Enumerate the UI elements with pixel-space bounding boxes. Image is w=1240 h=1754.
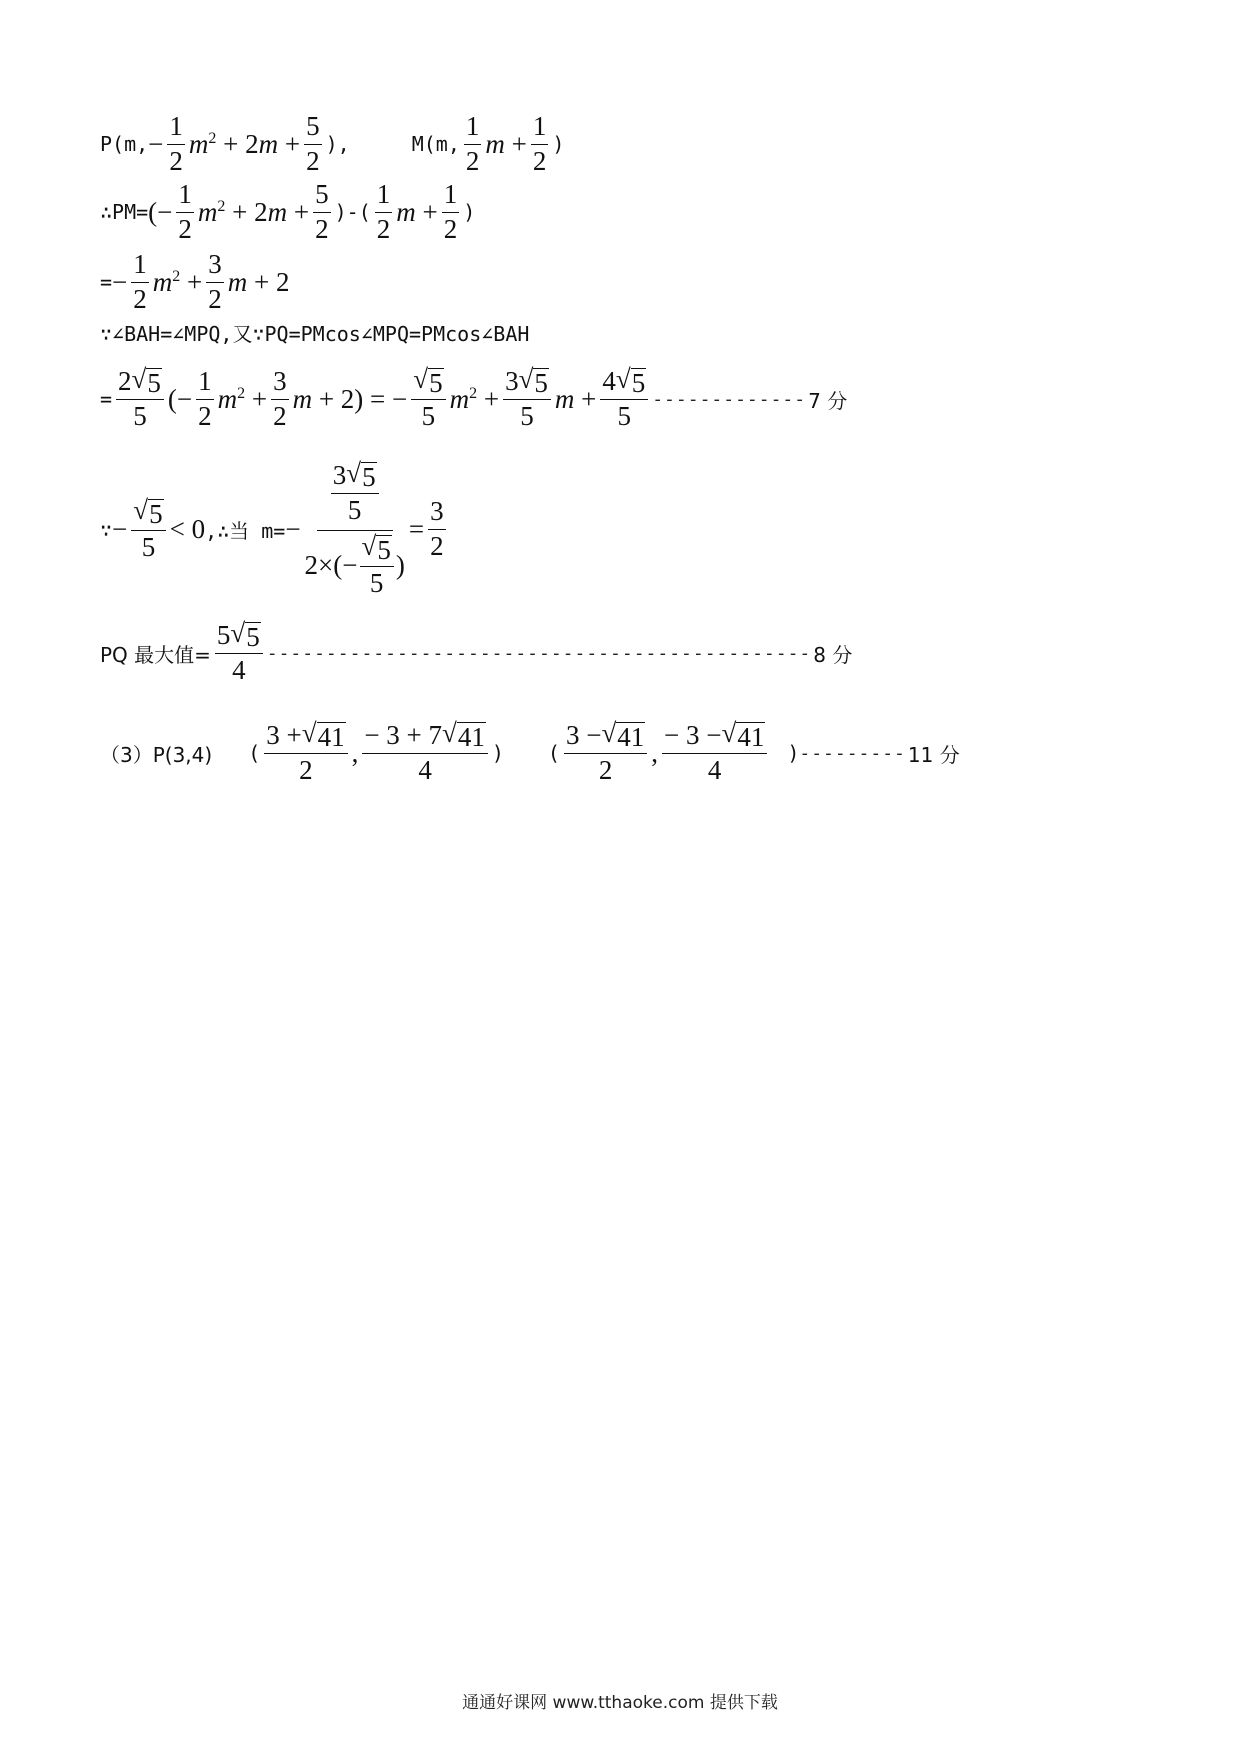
point-m-label: M(m, xyxy=(411,132,460,157)
fraction: √ 5 5 xyxy=(131,497,165,563)
fraction: 4 √ 5 5 xyxy=(600,366,648,432)
equation-line-3: = − $\frac{1}{2}$ $m^2$ + $\frac{3}{2}$ m + 2 xyxy=(100,249,290,314)
fraction: $\frac{3}{2}$ xyxy=(208,249,222,314)
fraction: 3 − √ 41 2 xyxy=(564,720,647,786)
fraction: $\frac{1}{2}$ xyxy=(178,179,192,244)
fraction: $\frac{1}{2}$ xyxy=(465,111,480,176)
dash-leader: ------------- xyxy=(652,388,807,410)
fraction: − 3 − √ 41 4 xyxy=(662,720,767,786)
fraction: 3 √ 5 5 xyxy=(503,366,551,432)
angle-relation-text: ∵∠BAH=∠MPQ,又∵PQ=PMcos∠MPQ=PMcos∠BAH xyxy=(100,322,530,346)
equation-line-8: （3）P(3,4) ( 3 + √ 41 2 , − 3 + 7 √ 41 4 ) ( 3 − √ 41 2 , − 3 − √ 41 4 ) --------- 11 分 xyxy=(100,718,960,786)
pq-max-label: PQ 最大值= xyxy=(100,642,211,667)
fraction: $\frac{5}{2}$ xyxy=(315,179,329,244)
page-footer: 通通好课网 www.tthaoke.com 提供下载 xyxy=(462,1693,778,1713)
equation-line-1: P(m, − $\frac{1}{2}$ $m^2$ + 2 m + $\frac{5}{2}$ ), M(m, $\frac{1}{2}$ m + $\frac{1}{2}$ ) xyxy=(100,111,565,176)
equation-line-2: ∴PM= (− $\frac{1}{2}$ $m^2$ + 2 m + $\frac{5}{2}$ )-( $\frac{1}{2}$ m + $\frac{1}{2}$ ) xyxy=(100,179,476,244)
fraction: √ 5 5 xyxy=(411,366,445,432)
fraction: 3 + √ 41 2 xyxy=(264,720,347,786)
dash-leader: --------- xyxy=(799,742,906,764)
fraction: $\frac{1}{2}$ xyxy=(169,111,183,176)
score-label: 8 分 xyxy=(813,642,853,667)
fraction: $\frac{3}{2}$ xyxy=(430,496,444,562)
dash-leader: ---------------------------------------------- xyxy=(266,642,812,664)
fraction: 5 √ 5 4 xyxy=(215,620,263,686)
fraction: $\frac{3}{2}$ xyxy=(273,365,287,431)
part3-label: （3）P(3,4) xyxy=(100,742,213,767)
fraction: $\frac{1}{2}$ xyxy=(443,179,458,244)
equation-line-5: = 2 √ 5 5 (− $\frac{1}{2}$ $m^2$ + $\frac{3}{2}$ m + 2) = − √ 5 5 $m^2$ + 3 √ 5 5 m + 4 √ 5 5 ------------- 7 分 xyxy=(100,364,848,432)
when-label: ,∴当 m= xyxy=(205,519,286,544)
fraction: $\frac{1}{2}$ xyxy=(376,179,391,244)
fraction: $\frac{1}{2}$ xyxy=(198,365,212,431)
compound-fraction: 3 √ 5 5 2×(− √ 5 5 ) xyxy=(304,458,405,599)
fraction: $\frac{1}{2}$ xyxy=(532,111,547,176)
fraction: $\frac{1}{2}$ xyxy=(133,249,147,314)
math: − xyxy=(148,128,164,159)
fraction: − 3 + 7 √ 41 4 xyxy=(362,720,488,786)
score-label: 11 分 xyxy=(907,742,960,767)
fraction: 2 √ 5 5 xyxy=(116,366,164,432)
equation-line-7 xyxy=(100,620,852,686)
equation-line-4 xyxy=(100,318,529,347)
point-p-label: P(m, xyxy=(100,132,149,157)
pm-label: ∴PM= xyxy=(100,200,149,225)
equation-line-6: ∵ − √ 5 5 < 0 ,∴当 m= − 3 √ 5 5 2×(− √ 5 5 ) = $\frac{3}{2}$ xyxy=(100,458,444,599)
fraction: $\frac{5}{2}$ xyxy=(306,111,320,176)
score-label: 7 分 xyxy=(808,388,848,413)
